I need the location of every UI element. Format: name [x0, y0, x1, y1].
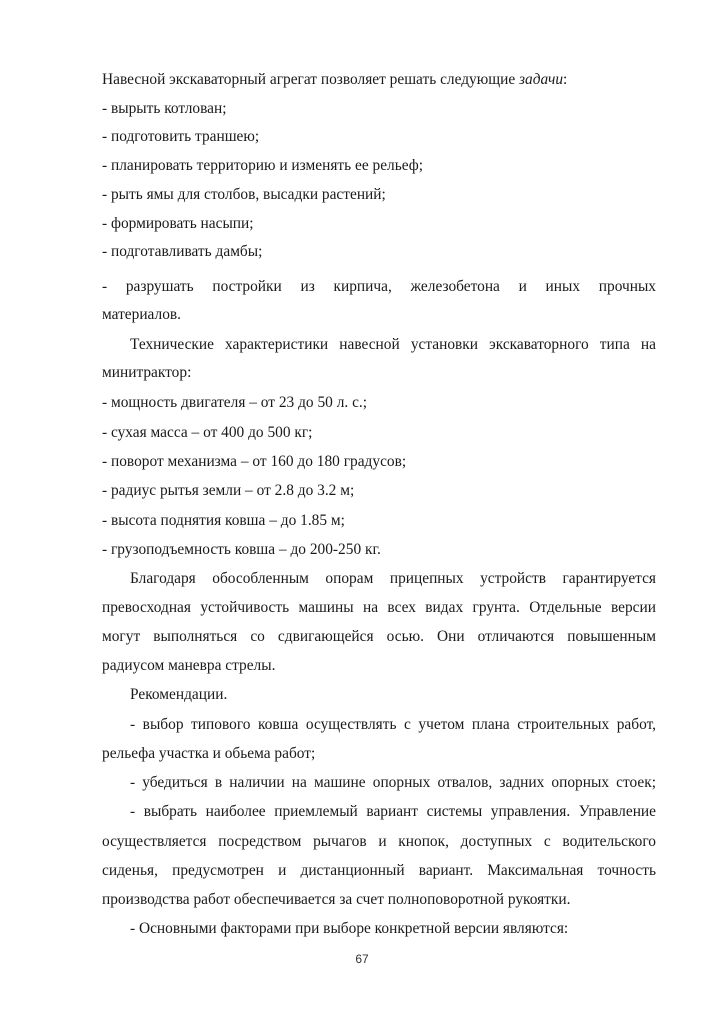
specs-heading: Технические характеристики навесной установки экскаваторного типа на — [130, 336, 656, 353]
spec-item: - радиус рытья земли – от 2.8 до 3.2 м; — [102, 482, 355, 499]
support-paragraph-line: могут выполняться со сдвигающейся осью. Они отличаются повышенным — [102, 628, 656, 645]
intro-text: Навесной экскаваторный агрегат позволяет решать следующие — [102, 71, 520, 88]
recommendations-heading: Рекомендации. — [130, 686, 228, 703]
intro-italic-word: задачи — [519, 71, 564, 88]
task-item: - разрушать постройки из кирпича, железобетона и иных прочных — [102, 278, 656, 295]
recommendation-item: - выбрать наиболее приемлемый вариант системы управления. Управление — [130, 803, 656, 820]
intro-line — [102, 71, 567, 89]
recommendation-item: - убедиться в наличии на машине опорных отвалов, задних опорных стоек; — [130, 774, 656, 791]
task-item-continuation: материалов. — [102, 306, 182, 323]
task-item: - формировать насыпи; — [102, 215, 254, 232]
recommendation-item-continuation: производства работ обеспечивается за счет полноповоротной рукоятки. — [102, 891, 571, 908]
recommendation-item: - выбор типового ковша осуществлять с учетом плана строительных работ, — [130, 716, 656, 733]
spec-item: - грузоподъемность ковша – до 200-250 кг. — [102, 541, 381, 558]
spec-item: - сухая масса – от 400 до 500 кг; — [102, 424, 313, 441]
recommendation-item: - Основными факторами при выборе конкретной версии являются: — [130, 920, 569, 937]
support-paragraph-line: Благодаря обособленным опорам прицепных устройств гарантируется — [130, 570, 656, 587]
spec-item: - поворот механизма – от 160 до 180 градусов; — [102, 453, 407, 470]
recommendation-item-continuation: рельефа участка и обьема работ; — [102, 745, 316, 762]
recommendation-item-continuation: сиденья, предусмотрен и дистанционный вариант. Максимальная точность — [102, 862, 656, 879]
page-number: 67 — [355, 952, 369, 966]
spec-item: - мощность двигателя – от 23 до 50 л. с.; — [102, 394, 368, 411]
task-item: - планировать территорию и изменять ее рельеф; — [102, 157, 424, 174]
support-paragraph-line: радиусом маневра стрелы. — [102, 657, 276, 674]
recommendation-item-continuation: осуществляется посредством рычагов и кнопок, доступных с водительского — [102, 833, 656, 850]
task-item: - вырыть котлован; — [102, 100, 227, 117]
spec-item: - высота поднятия ковша – до 1.85 м; — [102, 512, 345, 529]
task-item: - подготовить траншею; — [102, 128, 260, 145]
support-paragraph-line: превосходная устойчивость машины на всех видах грунта. Отдельные версии — [102, 599, 656, 616]
task-item: - рыть ямы для столбов, высадки растений; — [102, 186, 386, 203]
intro-colon: : — [563, 71, 568, 88]
specs-heading-continuation: минитрактор: — [102, 364, 192, 381]
task-item: - подготавливать дамбы; — [102, 243, 263, 260]
